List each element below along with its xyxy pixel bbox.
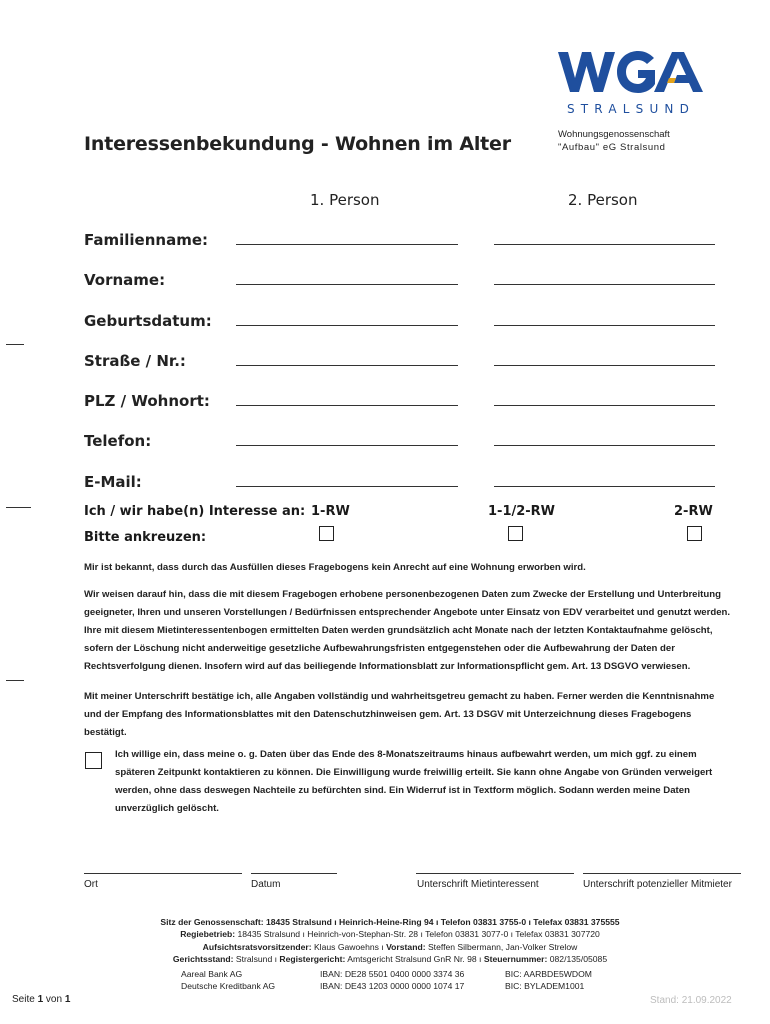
- page-number: [12, 994, 70, 1005]
- vorname-field-person-2[interactable]: [494, 284, 715, 285]
- footer-sitz-value: 18435 Stralsund ı Heinrich-Heine-Ring 94 ı Telefon 03831 3755-0 ı Telefax 03831 375555: [265, 917, 620, 927]
- vorname-field-person-1[interactable]: [236, 284, 458, 285]
- plz-field-person-1[interactable]: [236, 405, 458, 406]
- footer-regie-label: Regiebetrieb:: [180, 929, 236, 940]
- label-strasse: Straße / Nr.:: [84, 352, 186, 370]
- label-telefon: Telefon:: [84, 432, 152, 450]
- footer-vorstand-value: Steffen Silbermann, Jan-Volker Strelow: [427, 941, 578, 952]
- footer-vorstand-label: Vorstand:: [386, 941, 426, 952]
- footer-gericht-value: Stralsund ı: [235, 953, 278, 964]
- document-date: Stand: 21.09.2022: [650, 995, 732, 1006]
- column-header-person-1: 1. Person: [310, 191, 380, 209]
- datum-label: Datum: [251, 879, 281, 890]
- org-line-1: Wohnungsgenossenschaft: [558, 129, 670, 140]
- footer-register-value: Amtsgericht Stralsund GnR Nr. 98 ı: [347, 953, 482, 964]
- bic-1: BIC: AARBDE5WDOM: [505, 969, 592, 979]
- familienname-field-person-1[interactable]: [236, 244, 458, 245]
- footer-regie: [90, 928, 690, 940]
- ort-label: Ort: [84, 879, 98, 890]
- familienname-field-person-2[interactable]: [494, 244, 715, 245]
- signature-line-mitmieter[interactable]: [583, 873, 741, 874]
- consent-text: Ich willige ein, dass meine o. g. Daten über das Ende des 8-Monatszeitraums hinaus aufbewahrt werden, um mich ggf. zu einem späteren Zeitpunkt kontaktieren zu können. Die Einwilligung wurde freiwillig erteilt. Sie kann ohne Angabe von Gründen verweigert werden, ohne dass deswegen Nachteile zu befürchten sind. Ein Widerruf ist in Textform möglich. Sodann werden meine Daten unverzüglich gelöscht.: [115, 749, 713, 814]
- label-email: E-Mail:: [84, 473, 142, 491]
- footer-regie-value: 18435 Stralsund ı Heinrich-von-Stephan-Str. 28 ı Telefon 03831 3077-0 ı Telefax 03831 307720: [237, 929, 600, 940]
- footer-sitz-label: Sitz der Genossenschaft:: [160, 917, 264, 927]
- checkbox-1-rw[interactable]: [319, 526, 334, 541]
- org-line-2: "Aufbau" eG Stralsund: [558, 142, 666, 153]
- notice-no-entitlement: Mir ist bekannt, dass durch das Ausfüllen dieses Fragebogens kein Anrecht auf eine Wohnung erworben wird.: [84, 562, 586, 573]
- label-plz-wohnort: PLZ / Wohnort:: [84, 392, 210, 410]
- geburtsdatum-field-person-2[interactable]: [494, 325, 715, 326]
- footer-gericht-label: Gerichtsstand:: [172, 953, 234, 964]
- label-geburtsdatum: Geburtsdatum:: [84, 312, 212, 330]
- label-familienname: Familienname:: [84, 231, 208, 249]
- strasse-field-person-2[interactable]: [494, 365, 715, 366]
- page-total: 1: [64, 994, 71, 1005]
- bank-name-1: Aareal Bank AG: [181, 969, 243, 979]
- telefon-field-person-2[interactable]: [494, 445, 715, 446]
- mitmieter-label: Unterschrift potenzieller Mitmieter: [583, 879, 732, 890]
- page-current: 1: [37, 994, 44, 1005]
- punch-mark: [6, 507, 31, 508]
- footer-register-label: Registergericht:: [279, 953, 346, 964]
- footer-board: [90, 941, 690, 953]
- fold-mark-top: [6, 344, 24, 345]
- form-title: Interessenbekundung - Wohnen im Alter: [84, 133, 511, 155]
- footer-legal: [90, 953, 690, 965]
- mietinteressent-label: Unterschrift Mietinteressent: [417, 879, 539, 890]
- bic-2: BIC: BYLADEM1001: [505, 981, 585, 991]
- notice-confirmation: Mit meiner Unterschrift bestätige ich, alle Angaben vollständig und wahrheitsgetreu gemacht zu haben. Ferner werden die Kenntnisnahme und der Empfang des Informationsblattes mit den Datenschutzhinweisen gem. Art. 13 DSGV mit Unterzeichnung dieses Fragebogens bestätigt.: [84, 691, 715, 738]
- logo-subtitle: STRALSUND: [566, 102, 696, 116]
- signature-line-mietinteressent[interactable]: [416, 873, 574, 874]
- label-vorname: Vorname:: [84, 271, 166, 289]
- iban-1: IBAN: DE28 5501 0400 0000 3374 36: [320, 969, 465, 979]
- geburtsdatum-field-person-1[interactable]: [236, 325, 458, 326]
- footer-avr-label: Aufsichtsratsvorsitzender:: [202, 941, 312, 952]
- ort-line[interactable]: [84, 873, 242, 874]
- email-field-person-2[interactable]: [494, 486, 715, 487]
- interest-label: Ich / wir habe(n) Interesse an:: [84, 504, 306, 519]
- checkbox-1-5-rw[interactable]: [508, 526, 523, 541]
- option-2-rw-label: 2-RW: [674, 504, 713, 519]
- telefon-field-person-1[interactable]: [236, 445, 458, 446]
- bank-name-2: Deutsche Kreditbank AG: [181, 981, 276, 991]
- column-header-person-2: 2. Person: [568, 191, 638, 209]
- option-1-rw-label: 1-RW: [311, 504, 350, 519]
- plz-field-person-2[interactable]: [494, 405, 715, 406]
- iban-2: IBAN: DE43 1203 0000 0000 1074 17: [320, 981, 465, 991]
- datum-line[interactable]: [251, 873, 337, 874]
- page-von: von: [45, 994, 63, 1005]
- footer-avr-value: Klaus Gawoehns ı: [313, 941, 384, 952]
- checkbox-2-rw[interactable]: [687, 526, 702, 541]
- page-prefix: Seite: [12, 994, 35, 1005]
- company-logo: [558, 50, 704, 118]
- email-field-person-1[interactable]: [236, 486, 458, 487]
- footer-sitz: [90, 916, 690, 928]
- footer-company-info: [90, 916, 690, 965]
- fold-mark-bottom: [6, 680, 24, 681]
- strasse-field-person-1[interactable]: [236, 365, 458, 366]
- footer-steuer-value: 082/135/05085: [549, 953, 608, 964]
- footer-steuer-label: Steuernummer:: [483, 953, 548, 964]
- tick-instruction: Bitte ankreuzen:: [84, 530, 207, 545]
- organization-name: [558, 128, 670, 154]
- notice-data-processing: Wir weisen darauf hin, dass die mit diesem Fragebogen erhobene personenbezogenen Daten zum Zwecke der Erstellung und Unterbreitung geeigneter, Ihren und unseren Vorstellungen / Bedürfnissen entsprechender Angebote unter Einsatz von EDV verarbeitet und genutzt werden. Ihre mit diesem Mietinteressentenbogen ermittelten Daten werden grundsätzlich acht Monate nach der letzten Kontaktaufnahme gelöscht, sofern der Löschung nicht anderweitige gesetzliche Aufbewahrungsfristen entgegenstehen oder die Aufbewahrung der Daten der Rechtsverfolgung dienen. Insofern wird auf das beiliegende Informationsblatt zur Informationspflicht gem. Art. 13 DSGVO verwiesen.: [84, 589, 731, 672]
- wga-logo-mark: [558, 50, 704, 94]
- consent-checkbox[interactable]: [85, 752, 102, 769]
- option-1-5-rw-label: 1-1/2-RW: [488, 504, 556, 519]
